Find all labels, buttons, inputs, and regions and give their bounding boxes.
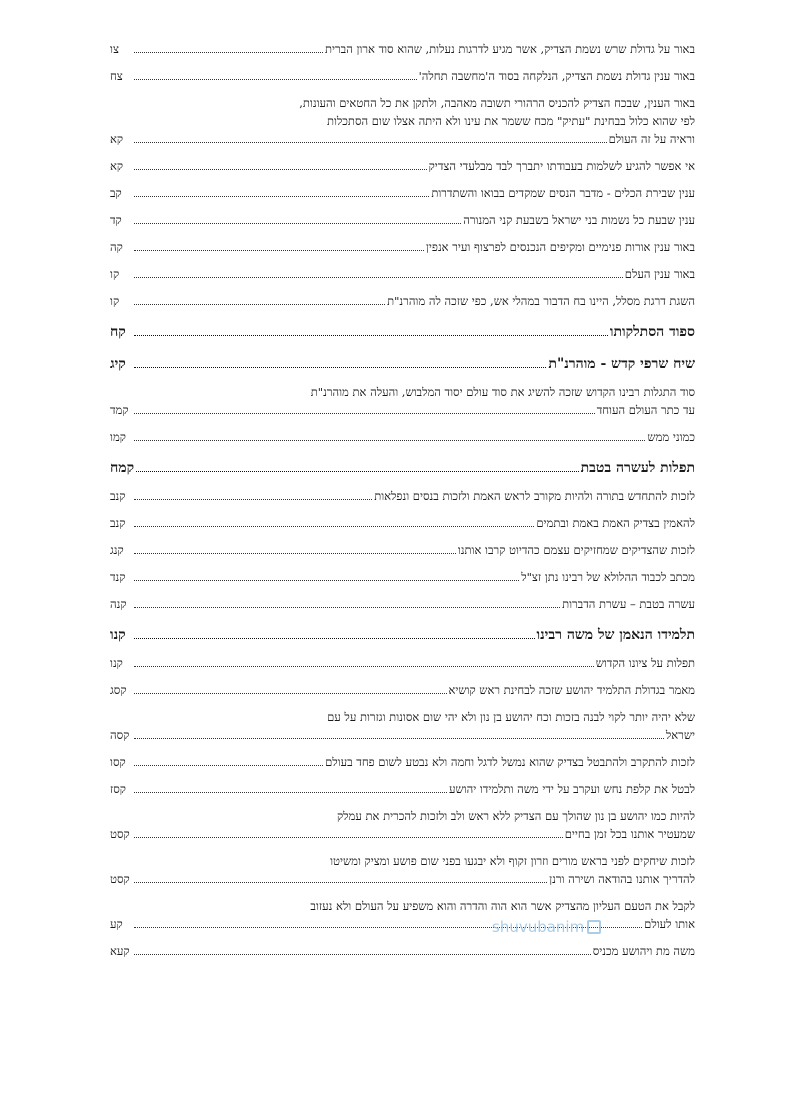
toc-page-number: קמו: [110, 430, 126, 444]
toc-entry-text: משה מת ויהושע מכניס: [592, 944, 695, 958]
toc-entry: [110, 384, 695, 400]
toc-heading: [110, 626, 695, 644]
dot-leader: [134, 276, 623, 278]
dot-leader: [134, 303, 385, 305]
toc-entry: [110, 542, 695, 558]
toc-entry-text: סוד התגלות רבינו הקדוש שזכה להשיג את סוד עולם יסוד המלבוש, והעלה את מוהרנ"ת: [310, 385, 695, 399]
toc-page-number: קא: [110, 159, 124, 173]
toc-entry-continuation: [110, 727, 695, 743]
toc-heading: [110, 323, 695, 341]
toc-page-number: קו: [110, 267, 120, 281]
toc-page-number: קמד: [110, 403, 129, 417]
watermark-text: shuvubanim: [492, 918, 585, 936]
toc-entry-text: תפלות על ציונו הקדוש: [595, 656, 695, 670]
toc-entry: [110, 781, 695, 797]
dot-leader: [134, 953, 591, 955]
toc-page-number: קח: [110, 324, 126, 340]
toc-entry: [110, 682, 695, 698]
toc-page-number: קב: [110, 186, 122, 200]
toc-entry-text: תפלות לעשרה בטבת: [580, 460, 695, 476]
toc-page-number: קנב: [110, 489, 126, 503]
toc-page-number: קנב: [110, 516, 126, 530]
toc-page-number: קנג: [110, 543, 124, 557]
toc-entry: [110, 808, 695, 824]
toc-heading: [110, 355, 695, 373]
dot-leader: [134, 334, 608, 336]
toc-entry-text: לזכות שיחקים לפני בראש מורים וזרון זקוף ולא יבגעו בפני שום פושע ומציק ומשיטו: [330, 854, 695, 868]
toc-entry-text: אי אפשר להגיע לשלמות בעבודתו יתברך לבד מבלעדי הצדיק: [428, 159, 695, 173]
dot-leader: [134, 141, 607, 143]
toc-entry-text: השגת דרגת מסלל, היינו בח הדבור במהלי אש, כפי שזכה לה מוהרנ"ת: [387, 294, 695, 308]
toc-page-number: צח: [110, 69, 123, 83]
toc-entry-text: להדריך אותנו בהודאה ושירה ורנן: [549, 872, 695, 886]
toc-entry: [110, 293, 695, 309]
table-of-contents: [110, 41, 695, 959]
toc-entry-continuation: [110, 826, 695, 842]
toc-entry-text: עד כתר העולם העוחד: [596, 403, 695, 417]
toc-entry-text: לזכות שהצדיקים שמחזיקים עצמם כהדיוט קרבו אותנו: [457, 543, 695, 557]
dot-leader: [134, 737, 664, 739]
toc-entry-text: לזכות להתחדש בתורה ולהיות מקורב לראש האמת ולזכות בנסים ונפלאות: [374, 489, 695, 503]
toc-entry-text: מאמר בגדולת התלמיד יהושע שזכה לבחינת ראש קושיא: [448, 683, 695, 697]
toc-entry-text: לפי שהוא כלול בבחינת "עתיק" מכח ששמר את עינו ולא היתה אצלו שום הסתכלות: [326, 114, 695, 128]
toc-entry-text: שמעטיר אותנו בכל זמן בחיים: [564, 827, 695, 841]
toc-entry-text: וראיה על זה העולם: [608, 132, 695, 146]
dot-leader: [134, 579, 519, 581]
dot-leader: [134, 665, 594, 667]
toc-entry-text: תלמידו הנאמן של משה רבינו: [536, 627, 695, 643]
toc-entry: [110, 709, 695, 725]
toc-entry: [110, 898, 695, 914]
toc-entry-text: ישראל: [665, 728, 695, 742]
toc-entry-text: לקבל את הטעם העליון מהצדיק אשר הוא הוה והדרה והוא משפיע על העולם ולא נעזוב: [310, 899, 695, 913]
toc-page-number: קסה: [110, 728, 130, 742]
dot-leader: [134, 412, 595, 414]
dot-leader: [134, 439, 645, 441]
toc-entry: [110, 68, 695, 84]
dot-leader: [134, 168, 427, 170]
toc-entry-continuation: [110, 871, 695, 887]
dot-leader: [134, 606, 560, 608]
dot-leader: [134, 51, 323, 53]
toc-page-number: קסז: [110, 782, 126, 796]
toc-entry-text: מכתב לכבוד ההלולא של רבינו נתן זצ"ל: [521, 570, 695, 584]
toc-entry-text: עשרה בטבת – עשרת הדברות: [562, 597, 695, 611]
dot-leader: [134, 78, 417, 80]
toc-entry-text: ענין שבירת הכלים - מדבר הנסים שמקדים בבואו והשתדרות: [431, 186, 695, 200]
toc-entry: [110, 41, 695, 57]
toc-entry: [110, 239, 695, 255]
toc-entry: [110, 853, 695, 869]
dot-leader: [134, 222, 461, 224]
toc-entry-text: באור ענין גדולת נשמת הצדיק, הנלקחה בסוד ה'מחשבה תחלה': [418, 69, 695, 83]
toc-entry-text: ענין שבעת כל נשמות בני ישראל בשבעת קני המנורה: [463, 213, 695, 227]
toc-entry-continuation: [110, 131, 695, 147]
dot-leader: [134, 764, 323, 766]
toc-entry-text: להאמין בצדיק האמת באמת ובתמים: [536, 516, 695, 530]
toc-page-number: קסט: [110, 872, 130, 886]
toc-page-number: קעא: [110, 944, 130, 958]
toc-entry-text: כמוני ממש: [647, 430, 695, 444]
toc-entry-text: שלא יהיה יותר לקוי לבנה בזכות וכח יהושע בן נון ולא יהי שום אסונות וגזרות על עם: [327, 710, 695, 724]
dot-leader: [134, 552, 456, 554]
toc-entry: [110, 429, 695, 445]
toc-entry-text: לזכות להתקרב ולהתבטל בצדיק שהוא נמשל לדגל וחמה ולא נבטע לשום פחד בעולם: [325, 755, 695, 769]
dot-leader: [136, 470, 579, 472]
toc-page-number: קיג: [110, 356, 126, 372]
toc-entry-text: ספוד הסתלקותו: [609, 324, 695, 340]
dot-leader: [134, 791, 447, 793]
toc-entry-text: באור ענין העלם: [624, 267, 695, 281]
toc-page-number: קה: [110, 240, 123, 254]
toc-page-number: קסג: [110, 683, 127, 697]
toc-page-number: צו: [110, 42, 119, 56]
toc-entry-continuation: [110, 916, 695, 932]
dot-leader: [134, 498, 372, 500]
toc-entry: [110, 596, 695, 612]
dot-leader: [134, 525, 534, 527]
toc-heading: [110, 459, 695, 477]
watermark-logo-icon: [587, 920, 601, 934]
toc-entry: [110, 943, 695, 959]
toc-page-number: קמח: [110, 460, 135, 476]
dot-leader: [134, 836, 563, 838]
toc-entry-continuation: [110, 113, 695, 129]
watermark: [492, 918, 601, 936]
toc-page-number: קסט: [110, 827, 130, 841]
toc-entry: [110, 158, 695, 174]
toc-entry-text: לבטל את קלפת נחש ועקרב על ידי משה ותלמידו יהושע: [448, 782, 695, 796]
toc-entry: [110, 515, 695, 531]
dot-leader: [134, 249, 424, 251]
toc-page-number: קד: [110, 213, 122, 227]
dot-leader: [134, 692, 447, 694]
toc-entry: [110, 655, 695, 671]
toc-entry-text: אותו לעולם: [644, 917, 695, 931]
toc-entry: [110, 266, 695, 282]
toc-page-number: קנד: [110, 570, 126, 584]
toc-entry: [110, 488, 695, 504]
toc-page-number: קסו: [110, 755, 126, 769]
toc-entry: [110, 569, 695, 585]
toc-entry: [110, 212, 695, 228]
dot-leader: [134, 881, 547, 883]
toc-entry-text: באור על גדולת שרש נשמת הצדיק, אשר מגיע לדרגות נעלות, שהוא סוד ארון הברית: [325, 42, 695, 56]
dot-leader: [134, 637, 535, 639]
toc-entry-continuation: [110, 402, 695, 418]
toc-page-number: קא: [110, 132, 124, 146]
toc-entry: [110, 185, 695, 201]
toc-page-number: קו: [110, 294, 120, 308]
toc-entry: [110, 754, 695, 770]
toc-entry-text: באור הענין, שבכח הצדיק להכניס הרהורי תשובה מאהבה, ולתקן את כל החטאים והעונות,: [299, 96, 695, 110]
toc-entry-text: שיח שרפי קדש - מוהרנ"ת: [548, 356, 695, 372]
toc-page-number: קנה: [110, 597, 127, 611]
dot-leader: [134, 195, 429, 197]
toc-page-number: קנו: [110, 627, 126, 643]
toc-entry-text: באור ענין אורות פנימיים ומקיפים הנכנסים לפרצוף ועיר אנפין: [425, 240, 695, 254]
dot-leader: [134, 366, 546, 368]
toc-page-number: קע: [110, 917, 123, 931]
toc-page-number: קנו: [110, 656, 123, 670]
toc-entry-text: להיות כמו יהושע בן נון שהולך עם הצדיק ללא ראש ולב ולזכות להכרית את עמלק: [337, 809, 695, 823]
toc-entry: [110, 95, 695, 111]
